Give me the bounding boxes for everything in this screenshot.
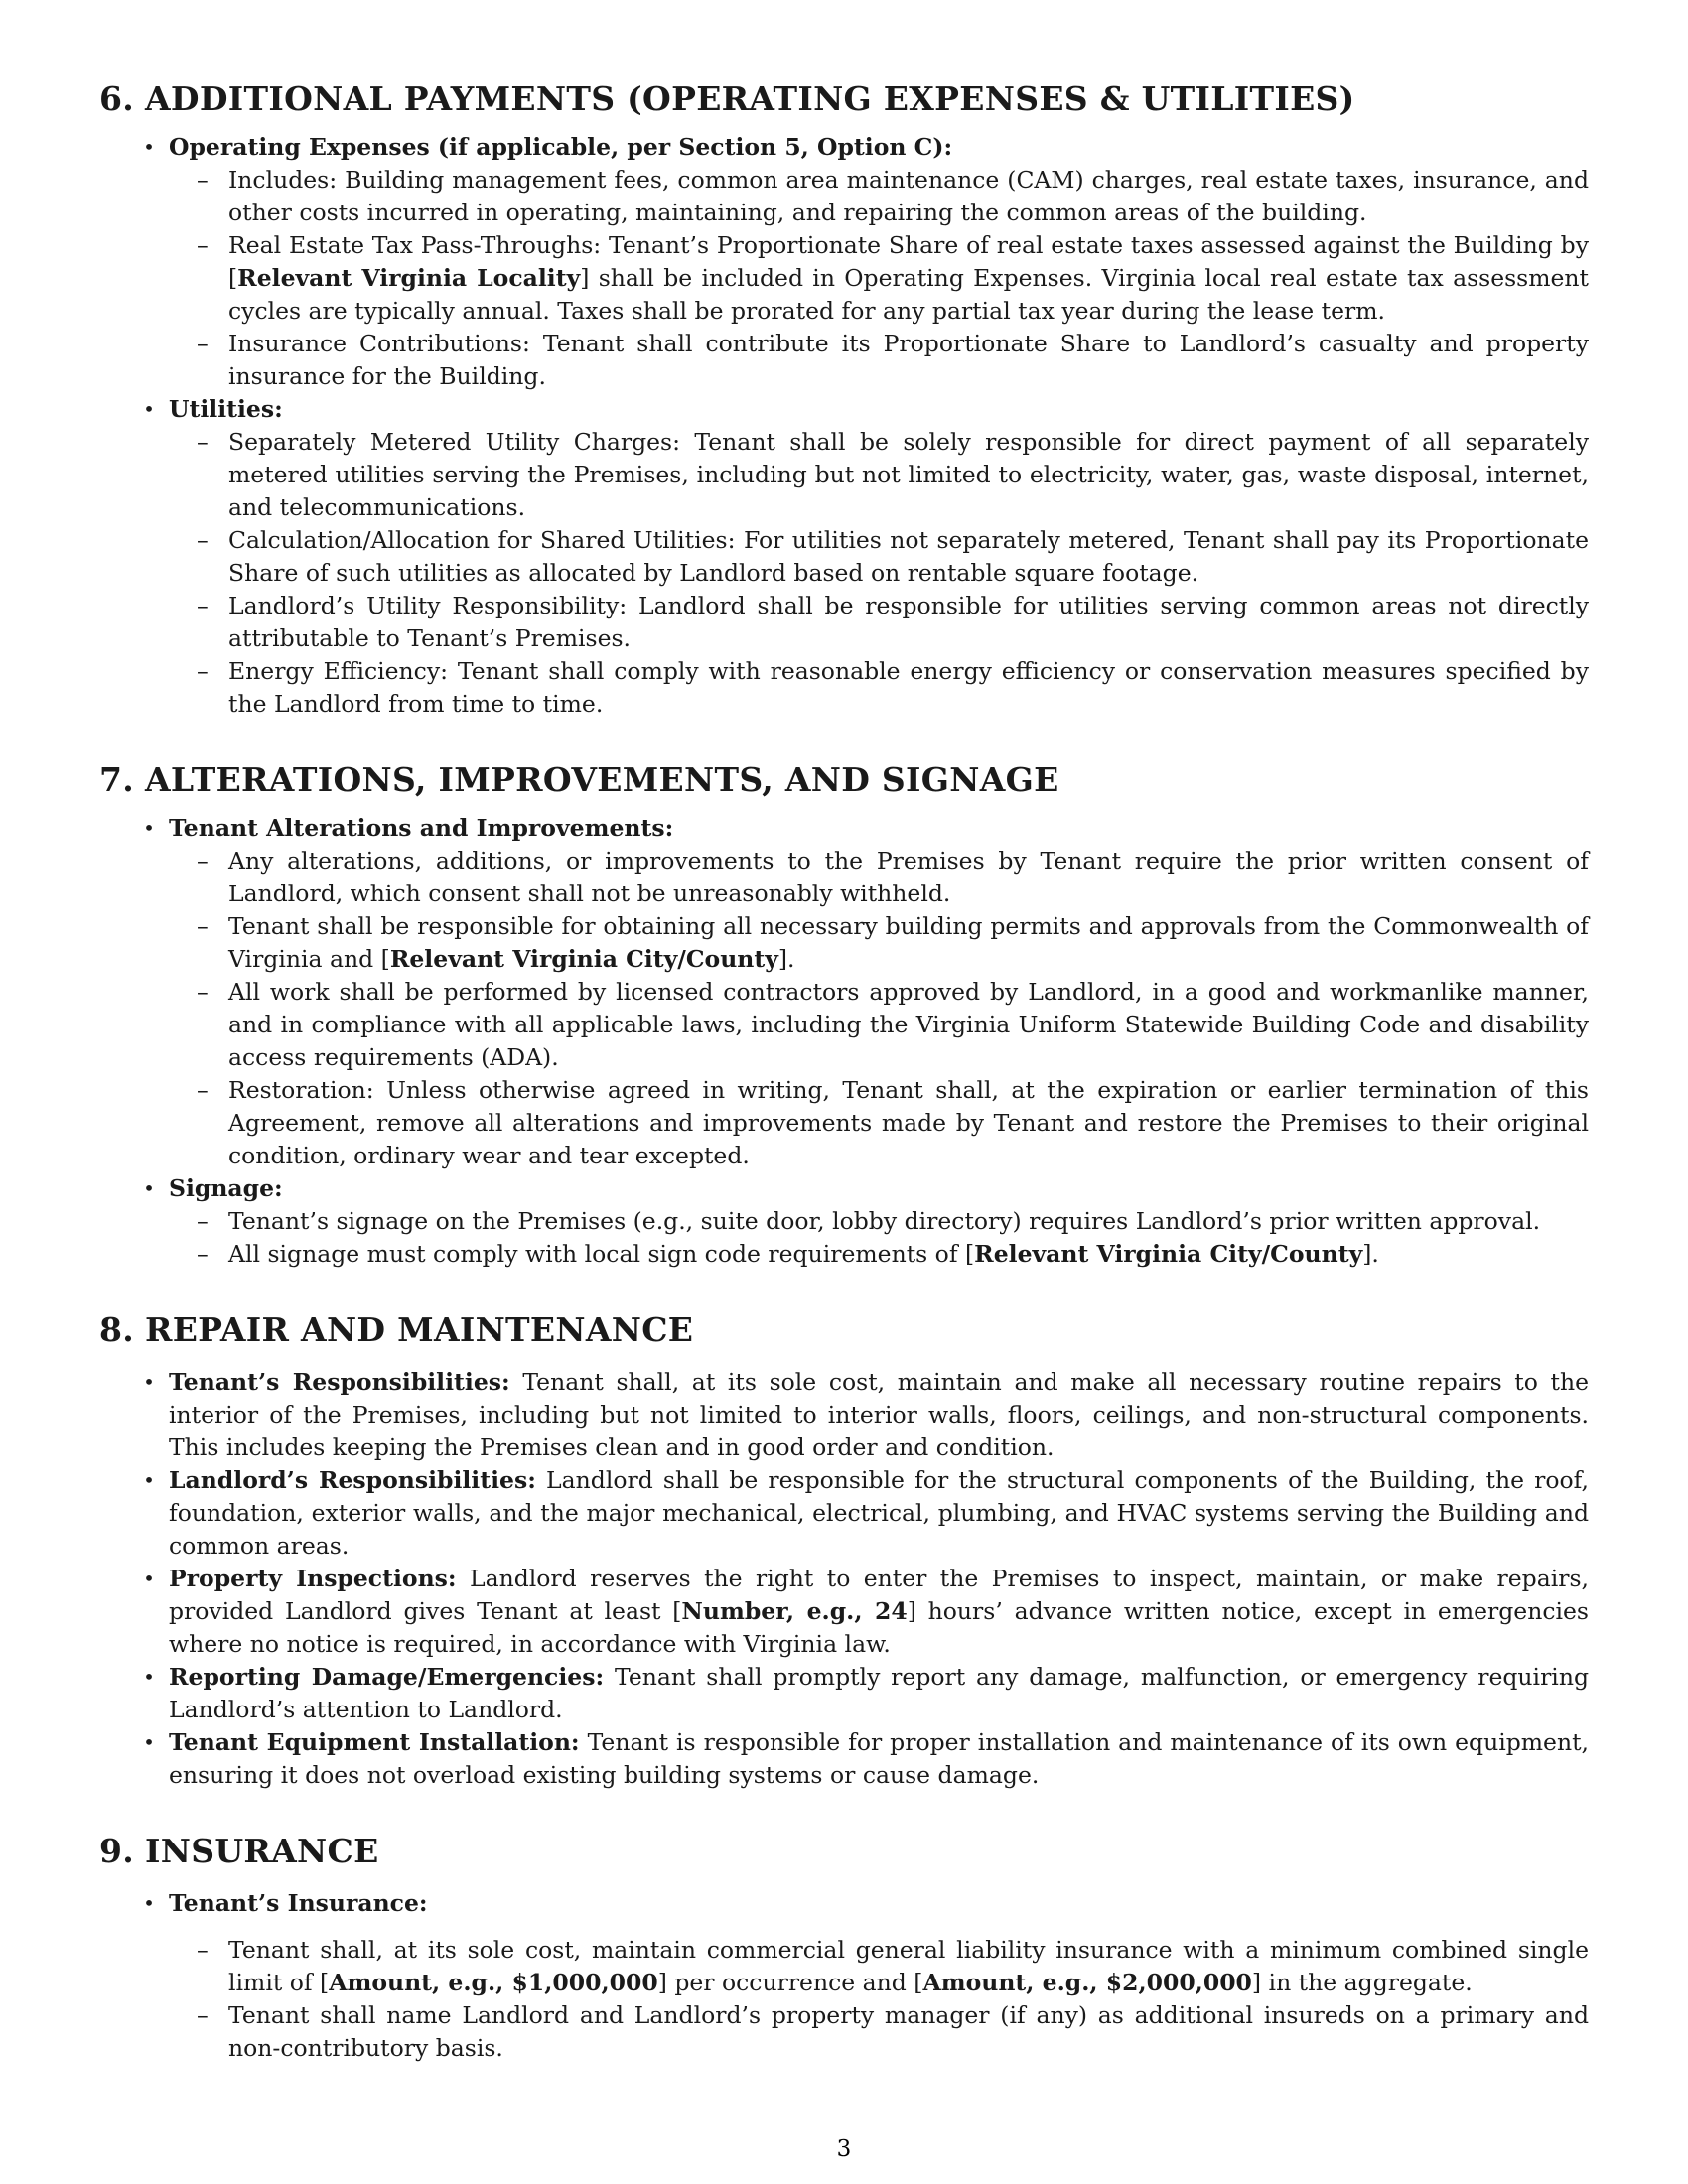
list-item: • Property Inspections: Landlord reserves the right to enter the Premises to inspect, maintain, or make repairs, provided Landlord gives Tenant at least [Number, e.g., 24] hours’ advance written notice, except in emergencies where no notice is required, in accordance with Virginia law.	[99, 1563, 1589, 1661]
operating-expenses-heading: Operating Expenses (if applicable, per Section 5, Option C):	[169, 133, 953, 161]
utilities-heading: Utilities:	[169, 395, 283, 423]
bullet-icon: •	[143, 1665, 155, 1689]
list-item: – Insurance Contributions: Tenant shall contribute its Proportionate Share to Landlord’s casualty and property insurance for the Building.	[197, 330, 1589, 390]
list-item: • Reporting Damage/Emergencies: Tenant shall promptly report any damage, malfunction, or emergency requiring Landlord’s attention to Landlord.	[99, 1661, 1589, 1726]
page-number: 3	[836, 2136, 852, 2162]
list-item: – All signage must comply with local sign code requirements of [Relevant Virginia City/County].	[197, 1240, 1379, 1268]
list-item: – Calculation/Allocation for Shared Utilities: For utilities not separately metered, Tenant shall pay its Proportionate Share of such utilities as allocated by Landlord based on rentable square footage.	[197, 526, 1589, 587]
section-9-heading: 9. INSURANCE	[99, 1832, 379, 1870]
section-7-heading: 7. ALTERATIONS, IMPROVEMENTS, AND SIGNAGE	[99, 760, 1059, 799]
list-item: – Landlord’s Utility Responsibility: Landlord shall be responsible for utilities serving common areas not directly attributable to Tenant’s Premises.	[197, 592, 1589, 652]
list-item: • Tenant Equipment Installation: Tenant is responsible for proper installation and maintenance of its own equipment, ensuring it does not overload existing building systems or cause damage.	[99, 1726, 1589, 1792]
document-page	[99, 79, 1589, 2164]
list-item	[99, 1172, 1589, 1271]
section-6-heading: 6. ADDITIONAL PAYMENTS (OPERATING EXPENSES & UTILITIES)	[99, 79, 1355, 118]
bullet-icon: •	[143, 1176, 155, 1200]
list-item: – Tenant shall be responsible for obtaining all necessary building permits and approvals from the Commonwealth of Virginia and [Relevant Virginia City/County].	[197, 912, 1589, 973]
utilities-sublist	[169, 426, 1589, 721]
list-item	[99, 1887, 1589, 2065]
bullet-icon: •	[143, 135, 155, 159]
list-item: – All work shall be performed by licensed contractors approved by Landlord, in a good and workmanlike manner, and in compliance with all applicable laws, including the Virginia Uniform Statewide Building Code and disability access requirements (ADA).	[197, 978, 1589, 1071]
alterations-heading: Tenant Alterations and Improvements:	[169, 814, 674, 842]
list-item: – Any alterations, additions, or improvements to the Premises by Tenant require the prior written consent of Landlord, which consent shall not be unreasonably withheld.	[197, 847, 1589, 907]
section-9-list	[99, 1887, 1589, 2065]
bullet-icon: •	[143, 1370, 155, 1394]
list-item: – Tenant shall name Landlord and Landlord’s property manager (if any) as additional insureds on a primary and non-contributory basis.	[197, 2001, 1589, 2062]
bullet-icon: •	[143, 397, 155, 421]
section-7-list	[99, 812, 1589, 1271]
signage-sublist	[169, 1205, 1589, 1271]
list-item: – Includes: Building management fees, common area maintenance (CAM) charges, real estate taxes, insurance, and other costs incurred in operating, maintaining, and repairing the common areas of the building.	[197, 166, 1589, 226]
list-item: – Tenant’s signage on the Premises (e.g., suite door, lobby directory) requires Landlord’s prior written approval.	[197, 1207, 1541, 1235]
operating-expenses-sublist	[169, 164, 1589, 393]
list-item: – Energy Efficiency: Tenant shall comply with reasonable energy efficiency or conservation measures specified by the Landlord from time to time.	[197, 657, 1589, 718]
tenant-insurance-heading: Tenant’s Insurance:	[169, 1889, 428, 1917]
bullet-icon: •	[143, 1468, 155, 1492]
list-item	[99, 812, 1589, 1172]
list-item	[99, 393, 1589, 721]
section-6-list	[99, 131, 1589, 721]
list-item: – Real Estate Tax Pass-Throughs: Tenant’s Proportionate Share of real estate taxes assessed against the Building by [Relevant Virginia Locality] shall be included in Operating Expenses. Virginia local real estate tax assessment cycles are typically annual. Taxes shall be prorated for any partial tax year during the lease term.	[197, 231, 1589, 325]
signage-heading: Signage:	[169, 1174, 283, 1202]
list-item: – Restoration: Unless otherwise agreed in writing, Tenant shall, at the expiration or earlier termination of this Agreement, remove all alterations and improvements made by Tenant and restore the Premises to their original condition, ordinary wear and tear excepted.	[197, 1076, 1589, 1169]
section-8-list	[99, 1366, 1589, 1792]
insurance-sublist	[169, 1934, 1589, 2065]
bullet-icon: •	[143, 1891, 155, 1915]
list-item: – Separately Metered Utility Charges: Tenant shall be solely responsible for direct payment of all separately metered utilities serving the Premises, including but not limited to electricity, water, gas, waste disposal, internet, and telecommunications.	[197, 428, 1589, 521]
bullet-icon: •	[143, 816, 155, 840]
section-8-heading: 8. REPAIR AND MAINTENANCE	[99, 1310, 694, 1349]
list-item: • Tenant’s Responsibilities: Tenant shall, at its sole cost, maintain and make all necessary routine repairs to the interior of the Premises, including but not limited to interior walls, floors, ceilings, and non-structural components. This includes keeping the Premises clean and in good order and condition.	[99, 1366, 1589, 1464]
bullet-icon: •	[143, 1730, 155, 1754]
list-item: • Landlord’s Responsibilities: Landlord shall be responsible for the structural components of the Building, the roof, foundation, exterior walls, and the major mechanical, electrical, plumbing, and HVAC systems serving the Building and common areas.	[99, 1464, 1589, 1563]
bullet-icon: •	[143, 1567, 155, 1590]
list-item: – Tenant shall, at its sole cost, maintain commercial general liability insurance with a minimum combined single limit of [Amount, e.g., $1,000,000] per occurrence and [Amount, e.g., $2,000,000] in the aggregate.	[197, 1936, 1589, 1996]
list-item	[99, 131, 1589, 393]
alterations-sublist	[169, 845, 1589, 1172]
